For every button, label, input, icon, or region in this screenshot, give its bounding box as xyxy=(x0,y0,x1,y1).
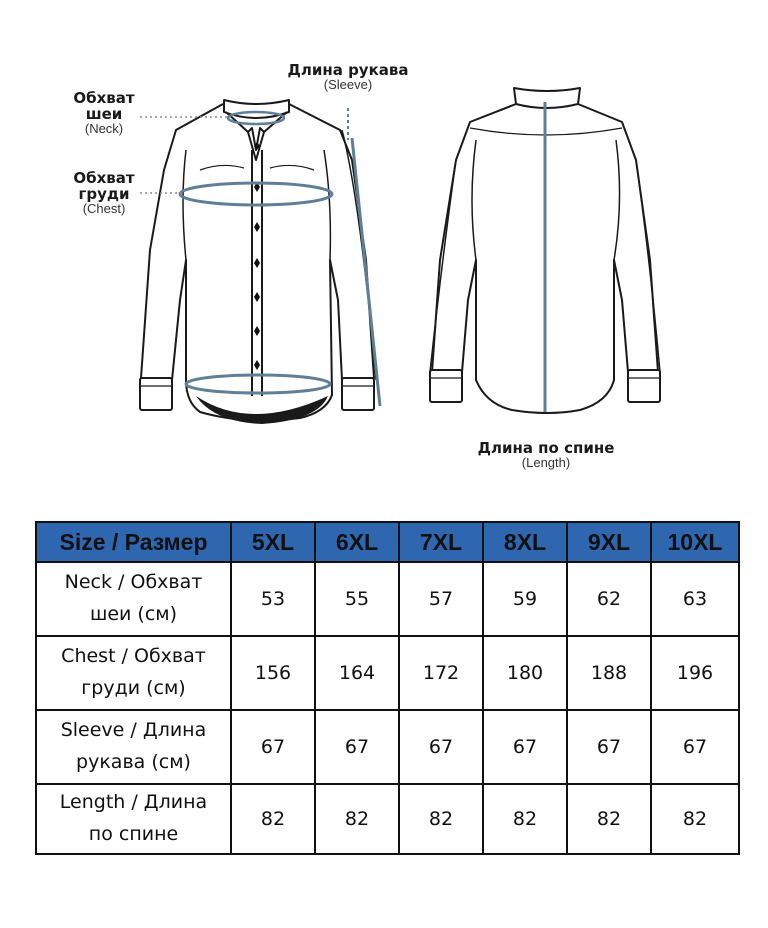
table-cell: 82 xyxy=(651,784,739,854)
row-label-neck-line1: Neck / Обхват xyxy=(64,571,203,594)
row-label-chest-line1: Chest / Обхват xyxy=(61,645,206,668)
header-6xl: 6XL xyxy=(315,522,399,562)
neck-label-ru-line1: Обхват xyxy=(73,89,135,107)
table-header-row xyxy=(36,522,739,562)
size-chart-table xyxy=(35,521,740,855)
table-row-neck xyxy=(36,562,739,636)
row-label-length-line1: Length / Длина xyxy=(59,791,208,814)
table-cell: 164 xyxy=(315,636,399,710)
chest-label-en: (Chest) xyxy=(82,201,126,217)
length-label xyxy=(466,440,626,470)
neck-label xyxy=(60,90,148,136)
table-row-length xyxy=(36,784,739,854)
table-cell: 156 xyxy=(231,636,315,710)
row-label-sleeve-line2: рукава (см) xyxy=(76,751,191,773)
front-measure-guides xyxy=(140,108,380,406)
front-buttons xyxy=(254,142,260,370)
table-cell: 67 xyxy=(651,710,739,784)
table-cell: 82 xyxy=(231,784,315,854)
length-label-ru: Длина по спине xyxy=(477,439,615,457)
table-cell: 67 xyxy=(315,710,399,784)
table-cell: 67 xyxy=(567,710,651,784)
table-cell: 82 xyxy=(315,784,399,854)
chest-label-ru-line1: Обхват xyxy=(73,169,135,187)
hem-measure-line xyxy=(186,375,330,393)
table-cell: 196 xyxy=(651,636,739,710)
header-size: Size / Размер xyxy=(36,522,231,562)
table-row-sleeve xyxy=(36,710,739,784)
neck-label-ru-line2: шеи xyxy=(85,105,123,124)
table-cell: 67 xyxy=(399,710,483,784)
chest-label-ru-line2: груди xyxy=(78,185,130,204)
row-label-length xyxy=(36,784,231,854)
sleeve-measure-line xyxy=(352,138,380,406)
table-cell: 55 xyxy=(315,562,399,636)
sleeve-label-ru: Длина рукава xyxy=(287,61,409,79)
table-cell: 63 xyxy=(651,562,739,636)
header-10xl: 10XL xyxy=(651,522,739,562)
table-row-chest xyxy=(36,636,739,710)
table-cell: 67 xyxy=(231,710,315,784)
row-label-sleeve xyxy=(36,710,231,784)
header-9xl: 9XL xyxy=(567,522,651,562)
table-cell: 188 xyxy=(567,636,651,710)
sleeve-label-en: (Sleeve) xyxy=(323,77,373,93)
row-label-neck xyxy=(36,562,231,636)
table-cell: 82 xyxy=(399,784,483,854)
table-cell: 59 xyxy=(483,562,567,636)
row-label-neck-line2: шеи (см) xyxy=(89,603,178,625)
table-cell: 62 xyxy=(567,562,651,636)
length-label-en: (Length) xyxy=(521,455,571,471)
sleeve-label xyxy=(283,62,413,92)
header-8xl: 8XL xyxy=(483,522,567,562)
table-cell: 172 xyxy=(399,636,483,710)
table-cell: 57 xyxy=(399,562,483,636)
row-label-length-line2: по спине xyxy=(88,823,179,845)
row-label-chest-line2: груди (см) xyxy=(81,677,186,699)
row-label-chest xyxy=(36,636,231,710)
table-cell: 53 xyxy=(231,562,315,636)
header-7xl: 7XL xyxy=(399,522,483,562)
table-cell: 67 xyxy=(483,710,567,784)
chest-label xyxy=(60,170,148,216)
neck-label-en: (Neck) xyxy=(84,121,124,137)
table-cell: 82 xyxy=(567,784,651,854)
table-cell: 180 xyxy=(483,636,567,710)
table-cell: 82 xyxy=(483,784,567,854)
row-label-sleeve-line1: Sleeve / Длина xyxy=(60,719,207,742)
header-5xl: 5XL xyxy=(231,522,315,562)
